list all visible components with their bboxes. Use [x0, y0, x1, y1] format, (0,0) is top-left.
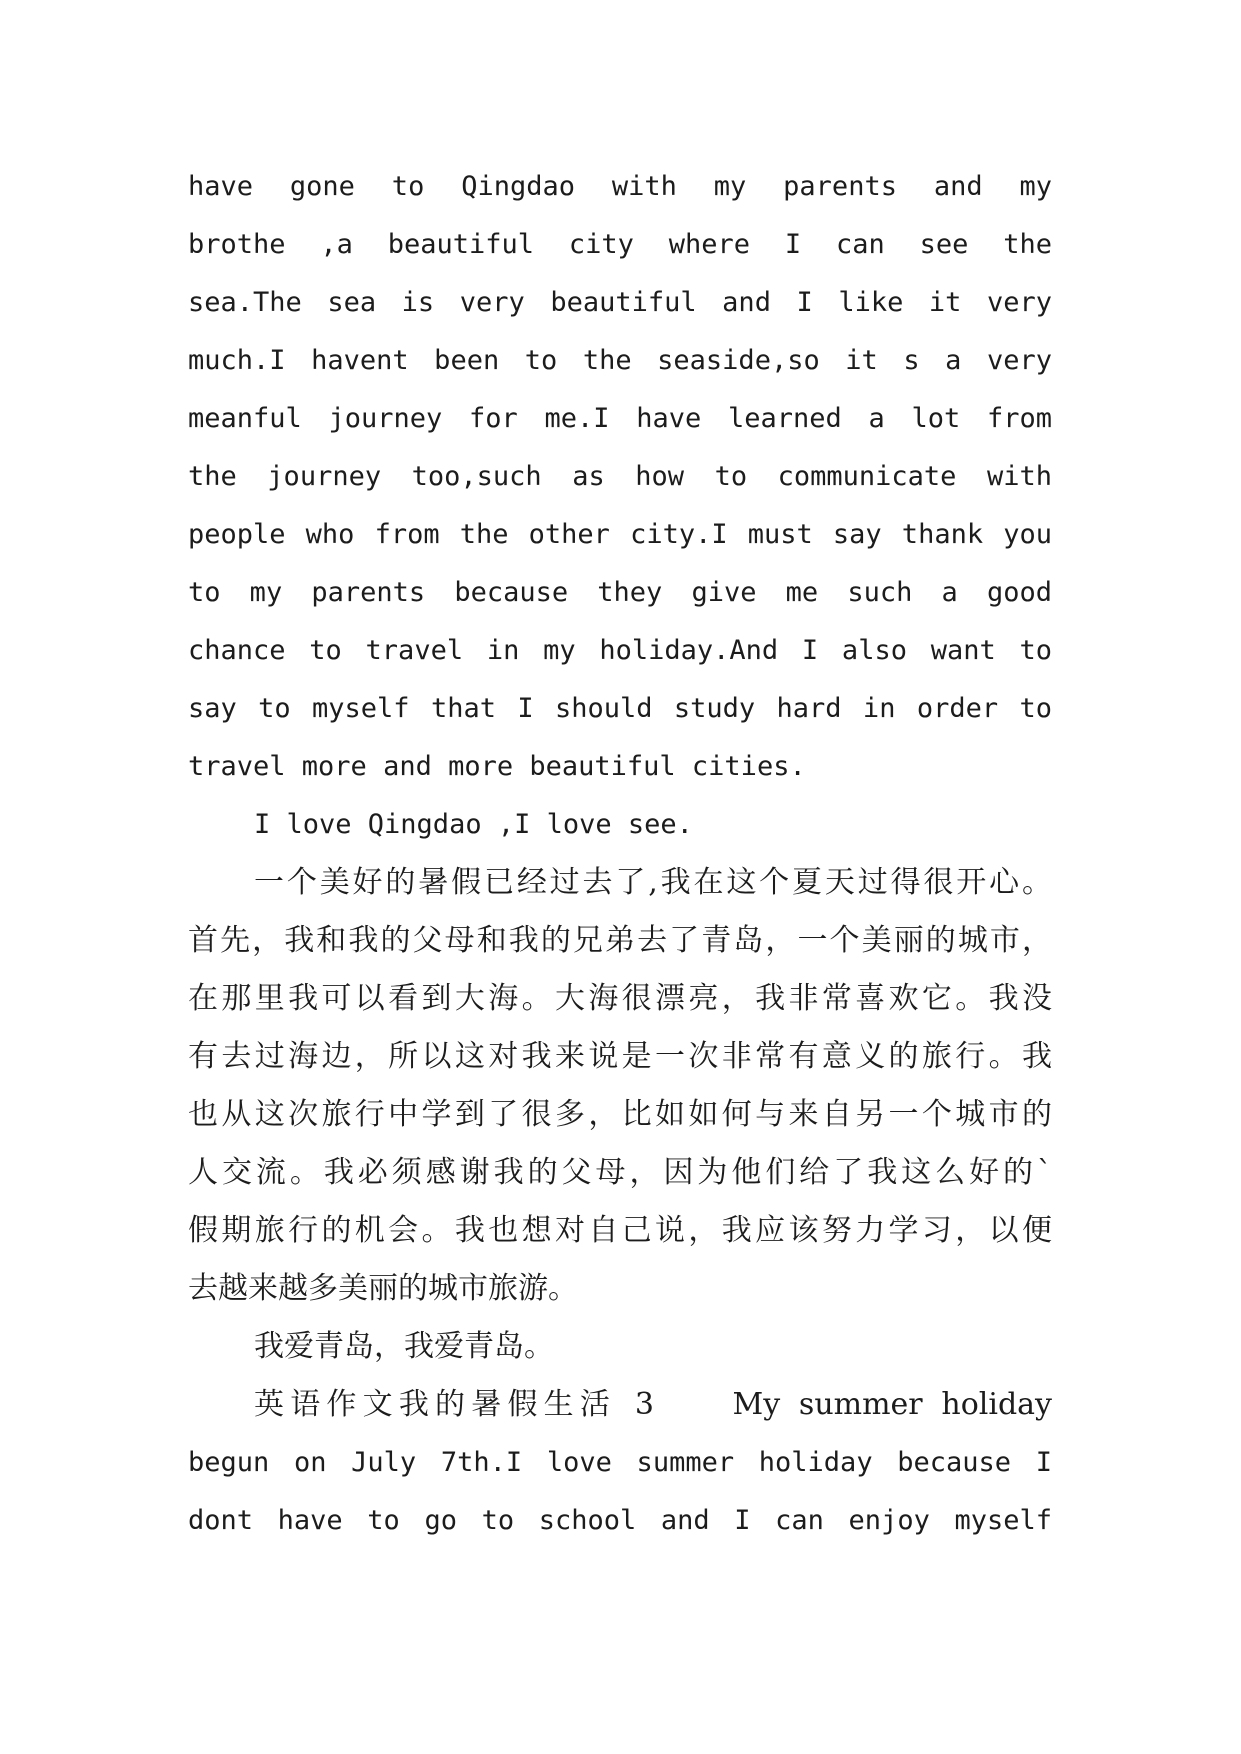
english-essay-paragraph: [188, 158, 1052, 796]
closing-line-english: I love Qingdao ,I love see.: [254, 809, 693, 840]
text-line: have gone to Qingdao with my parents and my: [188, 171, 1052, 202]
closing-line-chinese: 我爱青岛，我爱青岛。: [254, 1329, 554, 1364]
text-line: dont have to go to school and I can enjoy myself: [188, 1505, 1052, 1536]
text-line: 首先，我和我的父母和我的兄弟去了青岛，一个美丽的城市，: [188, 923, 1052, 958]
text-line: much.I havent been to the seaside,so it s a very: [188, 345, 1052, 376]
text-line: to my parents because they give me such a good: [188, 577, 1052, 608]
text-line: people who from the other city.I must say thank you: [188, 519, 1052, 550]
text-line: travel more and more beautiful cities.: [188, 751, 806, 782]
text-line: 在那里我可以看到大海。大海很漂亮，我非常喜欢它。我没: [188, 981, 1052, 1016]
text-line: 人交流。我必须感谢我的父母，因为他们给了我这么好的`: [188, 1155, 1052, 1190]
text-line: meanful journey for me.I have learned a lot from: [188, 403, 1052, 434]
text-line: 有去过海边，所以这对我来说是一次非常有意义的旅行。我: [188, 1039, 1052, 1074]
chinese-translation-paragraph: [188, 854, 1052, 1318]
text-line: the journey too,such as how to communicate with: [188, 461, 1052, 492]
text-line: say to myself that I should study hard in order to: [188, 693, 1052, 724]
text-line: brothe ,a beautiful city where I can see the: [188, 229, 1052, 260]
document-body: [188, 158, 1052, 1550]
text-line: 假期旅行的机会。我也想对自己说，我应该努力学习，以便: [188, 1213, 1052, 1248]
text-line: 去越来越多美丽的城市旅游。: [188, 1271, 578, 1306]
text-line: 也从这次旅行中学到了很多，比如如何与来自另一个城市的: [188, 1097, 1052, 1132]
text-line: begun on July 7th.I love summer holiday because I: [188, 1447, 1052, 1478]
text-line: chance to travel in my holiday.And I also want to: [188, 635, 1052, 666]
text-line: sea.The sea is very beautiful and I like it very: [188, 287, 1052, 318]
text-line: 一个美好的暑假已经过去了,我在这个夏天过得很开心。: [254, 865, 1052, 900]
essay-heading-line: 英语作文我的暑假生活 3 My summer holiday: [254, 1387, 1052, 1422]
essay-3-paragraph: [188, 1376, 1052, 1550]
